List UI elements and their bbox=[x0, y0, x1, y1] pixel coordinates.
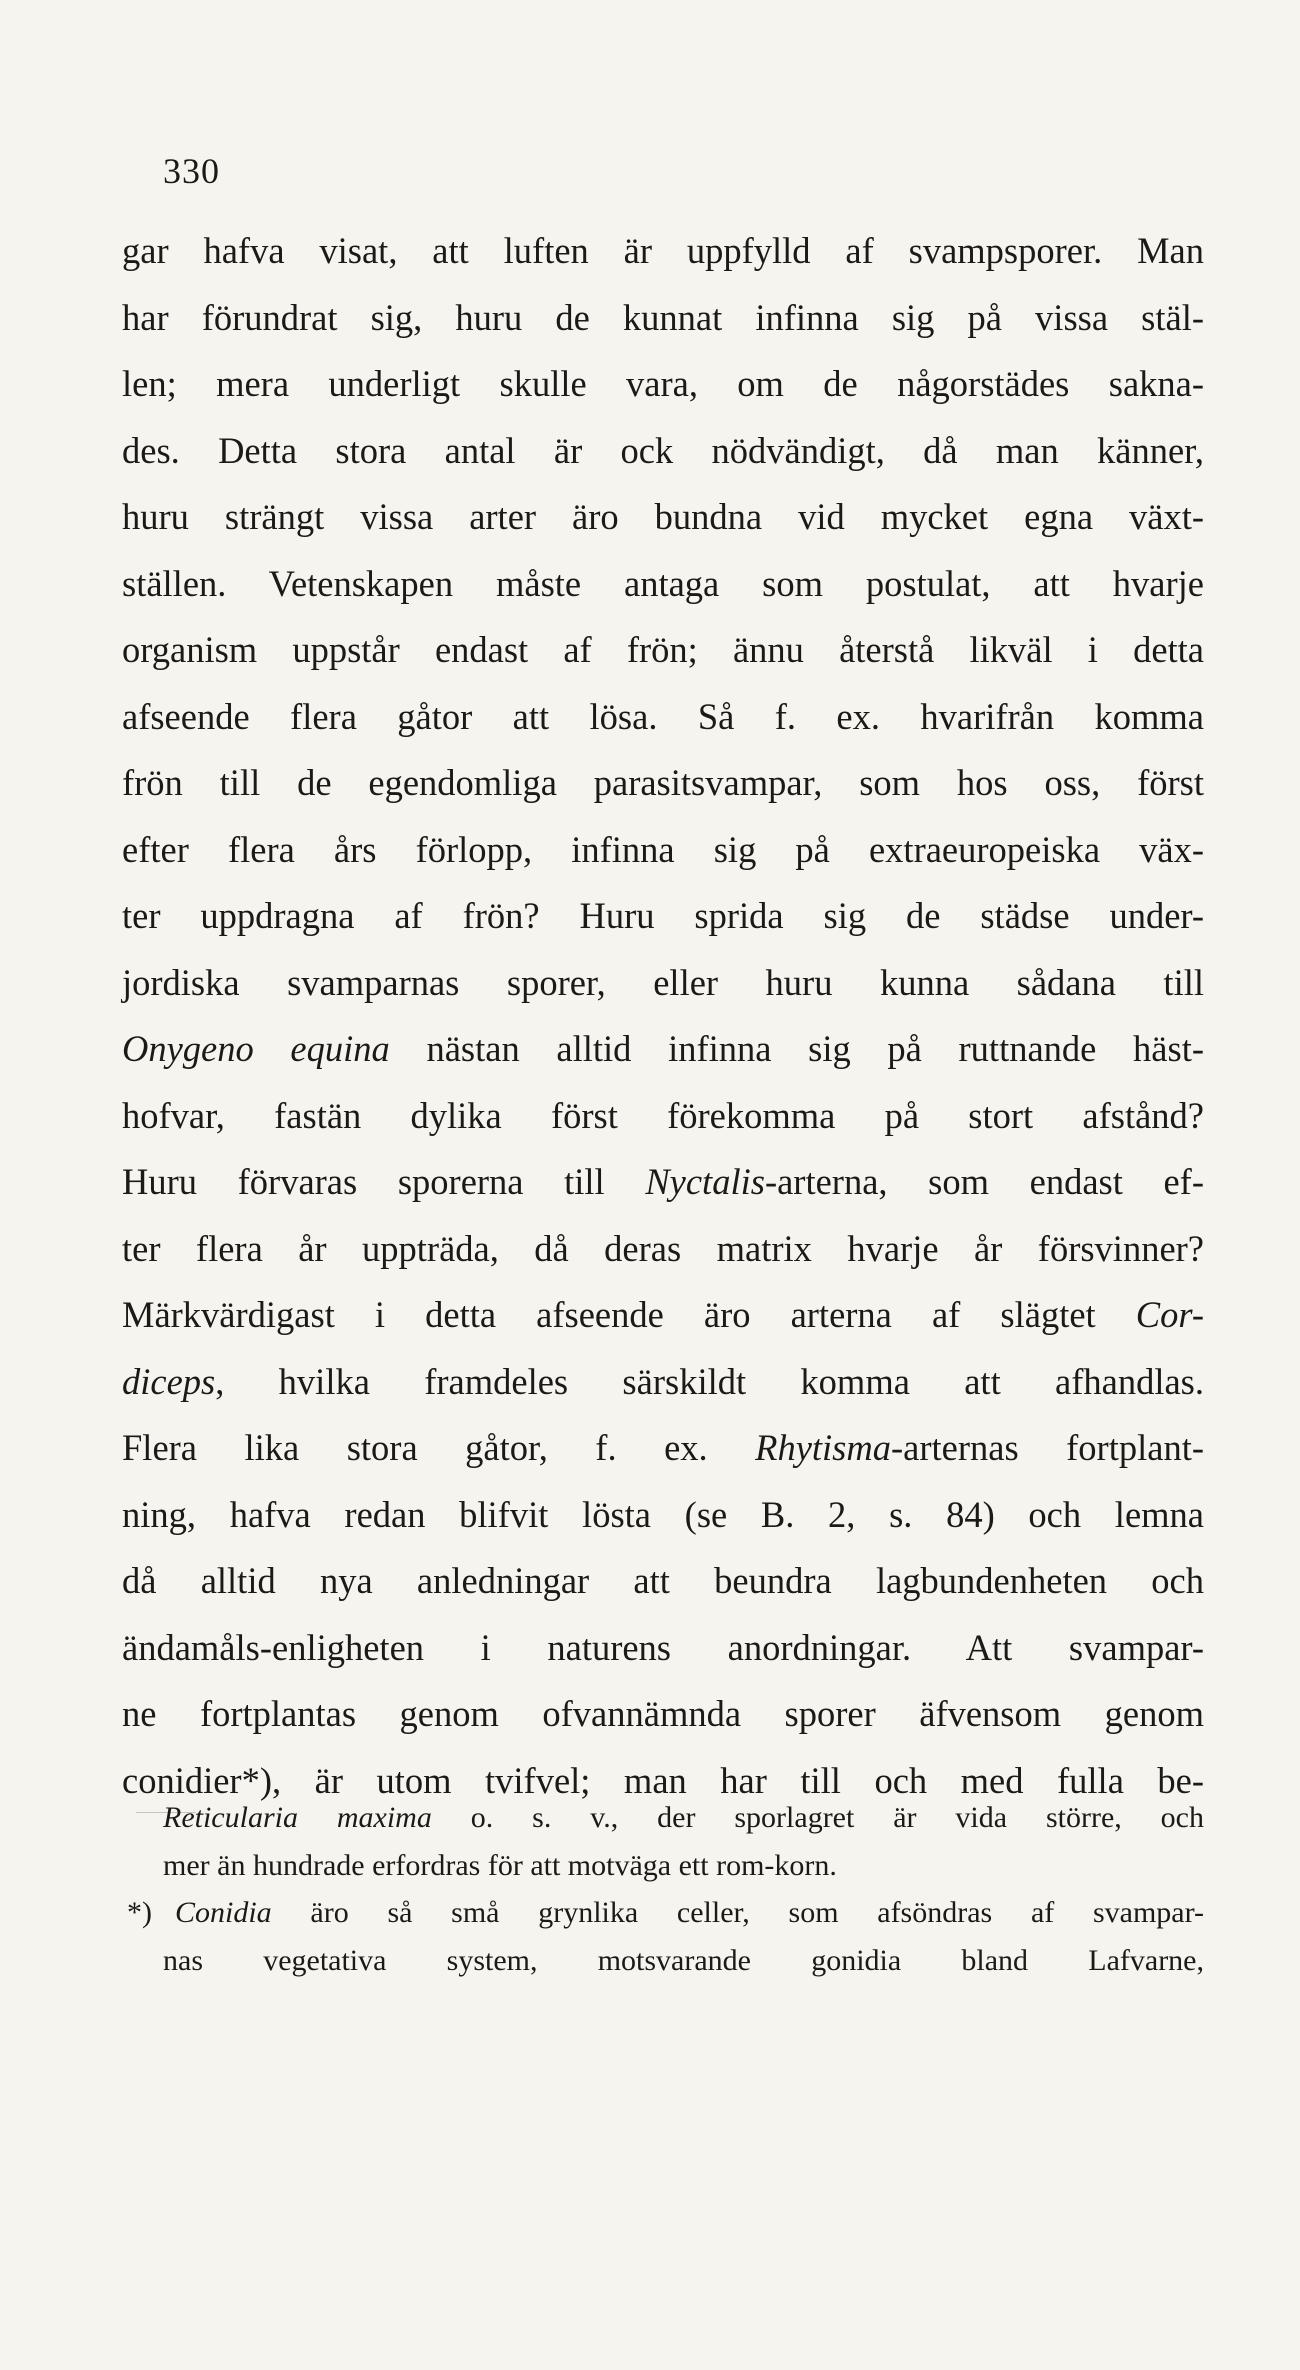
taxon-name: Cor- bbox=[1135, 1294, 1204, 1335]
footnote-line-1: Reticularia maxima o. s. v., der sporlagret är vida större, och bbox=[163, 1801, 1204, 1834]
taxon-name: Conidia bbox=[175, 1896, 272, 1929]
taxon-name: diceps bbox=[122, 1360, 216, 1402]
text-line-14: hofvar, fastän dylika först förekomma på stort afstånd? bbox=[122, 1094, 1204, 1136]
text-line-13: Onygeno equina nästan alltid infinna sig på ruttnande häst- bbox=[122, 1028, 1204, 1069]
text-line-15: Huru förvaras sporerna till Nyctalis-arterna, som endast ef- bbox=[122, 1161, 1204, 1202]
text-line-3: len; mera underligt skulle vara, om de någorstädes sakna- bbox=[122, 363, 1204, 404]
text-line-17: Märkvärdigast i detta afseende äro arterna af slägtet Cor- bbox=[122, 1294, 1204, 1335]
text-line-20: ning, hafva redan blifvit lösta (se B. 2, s. 84) och lemna bbox=[122, 1493, 1204, 1535]
text-line-12: jordiska svamparnas sporer, eller huru kunna sådana till bbox=[122, 961, 1204, 1003]
footnote-line-4: nas vegetativa system, motsvarande gonidia bland Lafvarne, bbox=[163, 1943, 1204, 1977]
text-line-2: har förundrat sig, huru de kunnat infinna sig på vissa stäl- bbox=[122, 296, 1204, 338]
text-line-7: organism uppstår endast af frön; ännu återstå likväl i detta bbox=[122, 629, 1204, 670]
taxon-name: Rhytisma bbox=[755, 1427, 891, 1468]
taxon-name: Onygeno equina bbox=[122, 1028, 390, 1069]
text-line-11: ter uppdragna af frön? Huru sprida sig de städse under- bbox=[122, 895, 1204, 936]
text-line-6: ställen. Vetenskapen måste antaga som postulat, att hvarje bbox=[122, 562, 1204, 604]
text-line-22: ändamåls-enligheten i naturens anordningar. Att svampar- bbox=[122, 1626, 1204, 1668]
text-line-5: huru strängt vissa arter äro bundna vid mycket egna växt- bbox=[122, 496, 1204, 537]
text-line-21: då alltid nya anledningar att beundra lagbundenheten och bbox=[122, 1560, 1204, 1601]
page-number: 330 bbox=[163, 151, 220, 191]
text-line-10: efter flera års förlopp, infinna sig på extraeuropeiska väx- bbox=[122, 828, 1204, 870]
text-line-4: des. Detta stora antal är ock nödvändigt, då man känner, bbox=[122, 429, 1204, 471]
footnote-line-2: mer än hundrade erfordras för att motväga ett rom-korn. bbox=[163, 1848, 837, 1882]
text-line-19: Flera lika stora gåtor, f. ex. Rhytisma-arternas fortplant- bbox=[122, 1427, 1204, 1468]
text-line-16: ter flera år uppträda, då deras matrix hvarje år försvinner? bbox=[122, 1227, 1204, 1269]
main-text bbox=[122, 218, 1204, 1814]
text-line-24: conidier*), är utom tvifvel; man har till och med fulla be- bbox=[122, 1759, 1204, 1801]
footnote-marker: *) bbox=[127, 1896, 152, 1929]
taxon-name: Reticularia maxima bbox=[163, 1801, 432, 1834]
text-line-18: diceps, hvilka framdeles särskildt komma att afhandlas. bbox=[122, 1360, 1204, 1402]
text-line-9: frön till de egendomliga parasitsvampar, som hos oss, först bbox=[122, 762, 1204, 803]
text-line-8: afseende flera gåtor att lösa. Så f. ex. hvarifrån komma bbox=[122, 695, 1204, 737]
footnotes bbox=[127, 1794, 1204, 1984]
taxon-name: Nyctalis bbox=[645, 1161, 765, 1202]
text-line-1: gar hafva visat, att luften är uppfylld af svampsporer. Man bbox=[122, 230, 1204, 271]
text-line-23: ne fortplantas genom ofvannämnda sporer äfvensom genom bbox=[122, 1693, 1204, 1734]
footnote-line-3: *) Conidia äro så små grynlika celler, som afsöndras af svampar- bbox=[127, 1889, 1204, 1937]
